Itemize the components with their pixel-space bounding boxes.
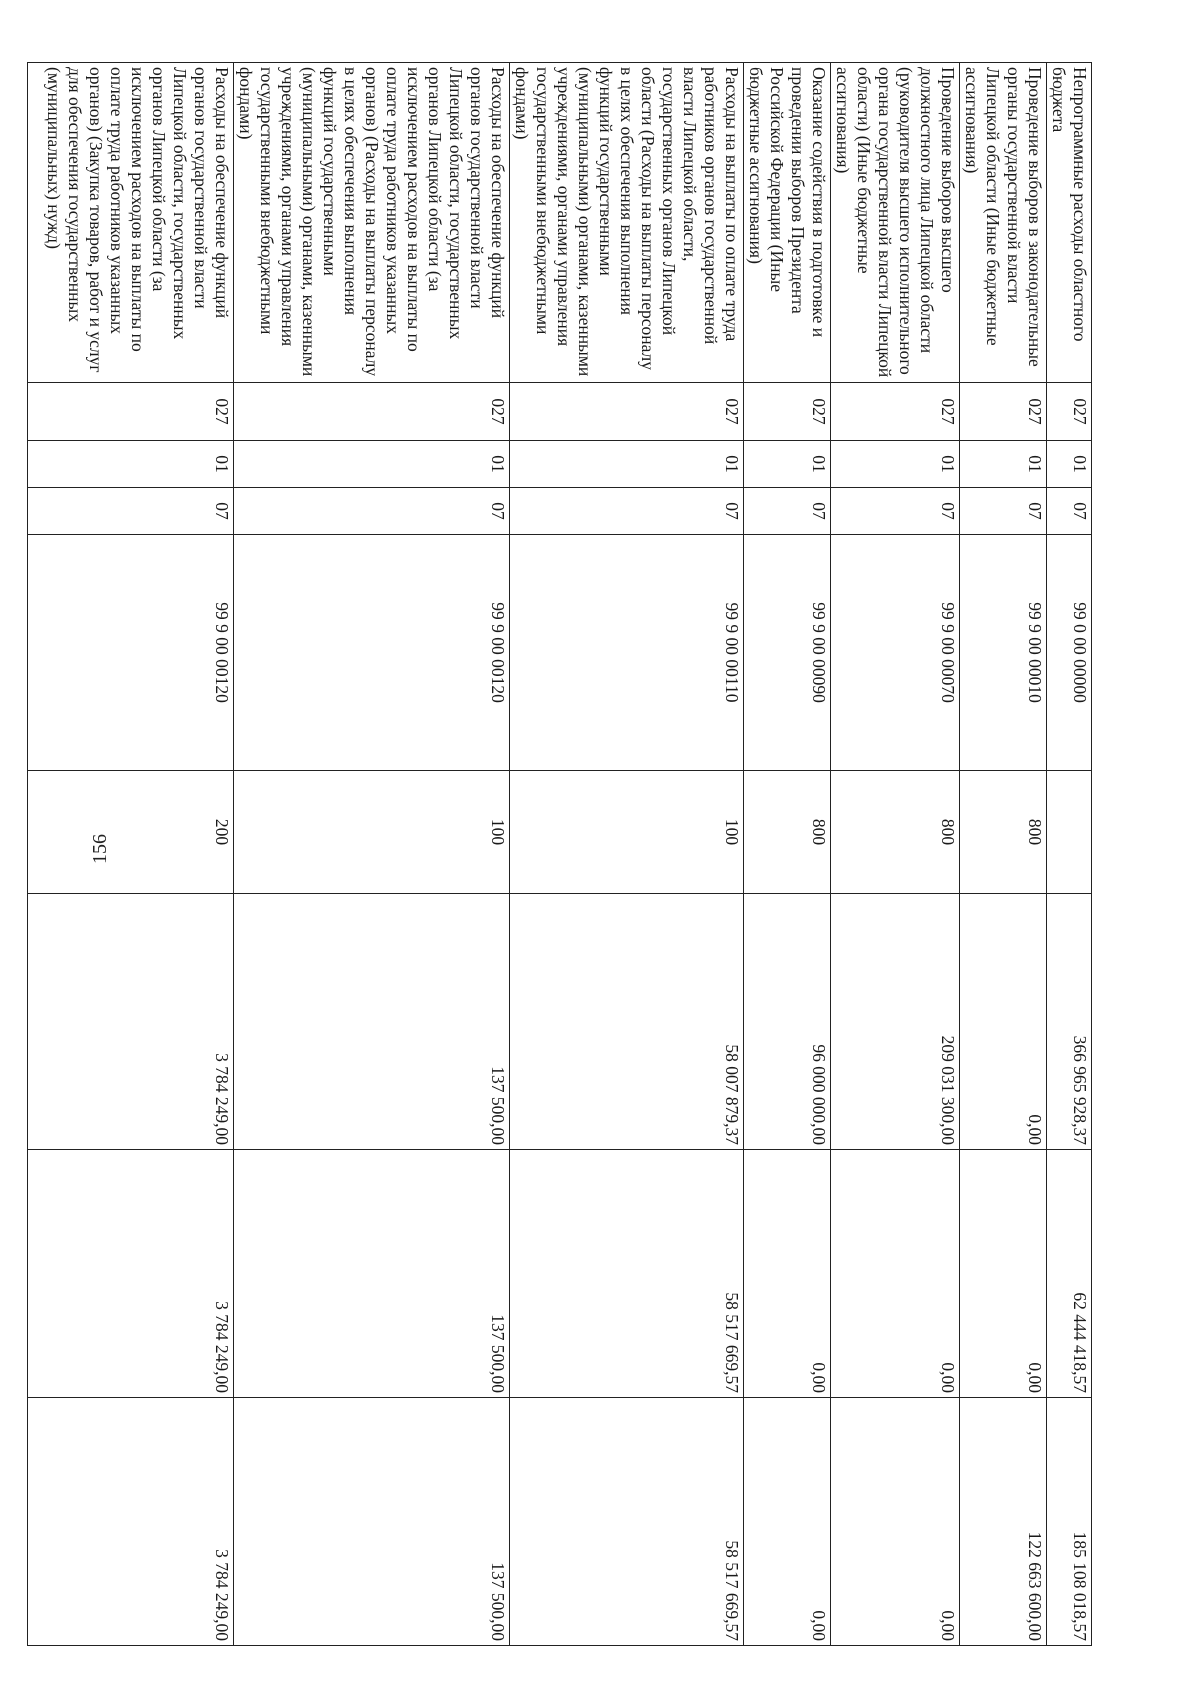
amount-3: 3 784 249,00 xyxy=(28,1398,234,1646)
amount-1: 209 031 300,00 xyxy=(831,894,960,1150)
target-code: 99 9 00 00070 xyxy=(831,535,960,771)
table-row xyxy=(744,63,831,1646)
table-row xyxy=(831,63,960,1646)
budget-table xyxy=(27,62,1092,1646)
expense-type-code: 800 xyxy=(744,771,831,894)
expense-name: Расходы на выплаты по оплате труда работников органов государственной власти Липецкой области, государственных органов Липецкой области (Расходы на выплаты персоналу в целях обеспечения выполнения функций государственными (муниципальными) органами, казенными учреждениями, органами управления государственными внебюджетными фондами) xyxy=(510,63,744,383)
table-row xyxy=(960,63,1047,1646)
expense-name: Расходы на обеспечение функций органов государственной власти Липецкой области, государственных органов Липецкой области (за исключением расходов на выплаты по оплате труда работников указанных органов) (Закупка товаров, работ и услуг для обеспечения государственных (муниципальных) нужд) xyxy=(28,63,234,383)
subsection-code: 07 xyxy=(28,488,234,535)
target-code: 99 0 00 00000 xyxy=(1047,535,1092,771)
amount-3: 185 108 018,57 xyxy=(1047,1398,1092,1646)
expense-type-code: 200 xyxy=(28,771,234,894)
section-code: 01 xyxy=(234,441,510,488)
expense-name: Расходы на обеспечение функций органов государственной власти Липецкой области, государственных органов Липецкой области (за исключением расходов на выплаты по оплате труда работников указанных органов) (Расходы на выплаты персоналу в целях обеспечения выполнения функций государственными (муниципальными) органами, казенными учреждениями, органами управления государственными внебюджетными фондами) xyxy=(234,63,510,383)
amount-1: 96 000 000,00 xyxy=(744,894,831,1150)
amount-2: 62 444 418,57 xyxy=(1047,1150,1092,1398)
subsection-code: 07 xyxy=(960,488,1047,535)
amount-3: 122 663 600,00 xyxy=(960,1398,1047,1646)
expense-type-code xyxy=(1047,771,1092,894)
amount-1: 366 965 928,37 xyxy=(1047,894,1092,1150)
subsection-code: 07 xyxy=(234,488,510,535)
ministry-code: 027 xyxy=(831,383,960,441)
target-code: 99 9 00 00110 xyxy=(510,535,744,771)
amount-3: 137 500,00 xyxy=(234,1398,510,1646)
amount-2: 0,00 xyxy=(960,1150,1047,1398)
section-code: 01 xyxy=(960,441,1047,488)
amount-2: 0,00 xyxy=(831,1150,960,1398)
amount-2: 58 517 669,57 xyxy=(510,1150,744,1398)
page-number: 156 xyxy=(89,834,111,864)
subsection-code: 07 xyxy=(1047,488,1092,535)
target-code: 99 9 00 00120 xyxy=(28,535,234,771)
ministry-code: 027 xyxy=(744,383,831,441)
amount-1: 58 007 879,37 xyxy=(510,894,744,1150)
target-code: 99 9 00 00120 xyxy=(234,535,510,771)
amount-1: 3 784 249,00 xyxy=(28,894,234,1150)
amount-3: 0,00 xyxy=(831,1398,960,1646)
expense-type-code: 100 xyxy=(510,771,744,894)
ministry-code: 027 xyxy=(28,383,234,441)
section-code: 01 xyxy=(744,441,831,488)
ministry-code: 027 xyxy=(510,383,744,441)
expense-name: Непрограммные расходы областного бюджета xyxy=(1047,63,1092,383)
subsection-code: 07 xyxy=(510,488,744,535)
amount-2: 3 784 249,00 xyxy=(28,1150,234,1398)
amount-2: 0,00 xyxy=(744,1150,831,1398)
table-row xyxy=(1047,63,1092,1646)
expense-type-code: 100 xyxy=(234,771,510,894)
ministry-code: 027 xyxy=(960,383,1047,441)
table-body xyxy=(28,63,1092,1646)
amount-3: 58 517 669,57 xyxy=(510,1398,744,1646)
expense-name: Оказание содействия в подготовке и проведении выборов Президента Российской Федерации (Иные бюджетные ассигнования) xyxy=(744,63,831,383)
section-code: 01 xyxy=(831,441,960,488)
target-code: 99 9 00 00010 xyxy=(960,535,1047,771)
amount-3: 0,00 xyxy=(744,1398,831,1646)
subsection-code: 07 xyxy=(831,488,960,535)
expense-type-code: 800 xyxy=(831,771,960,894)
expense-type-code: 800 xyxy=(960,771,1047,894)
section-code: 01 xyxy=(510,441,744,488)
amount-1: 0,00 xyxy=(960,894,1047,1150)
ministry-code: 027 xyxy=(234,383,510,441)
table-row xyxy=(234,63,510,1646)
amount-2: 137 500,00 xyxy=(234,1150,510,1398)
subsection-code: 07 xyxy=(744,488,831,535)
table-row xyxy=(510,63,744,1646)
section-code: 01 xyxy=(1047,441,1092,488)
table-row xyxy=(28,63,234,1646)
ministry-code: 027 xyxy=(1047,383,1092,441)
target-code: 99 9 00 00090 xyxy=(744,535,831,771)
expense-name: Проведение выборов в законодательные органы государственной власти Липецкой области (Иные бюджетные ассигнования) xyxy=(960,63,1047,383)
section-code: 01 xyxy=(28,441,234,488)
expense-name: Проведение выборов высшего должностного лица Липецкой области (руководителя высшего исполнительного органа государственной власти Липецкой области) (Иные бюджетные ассигнования) xyxy=(831,63,960,383)
amount-1: 137 500,00 xyxy=(234,894,510,1150)
